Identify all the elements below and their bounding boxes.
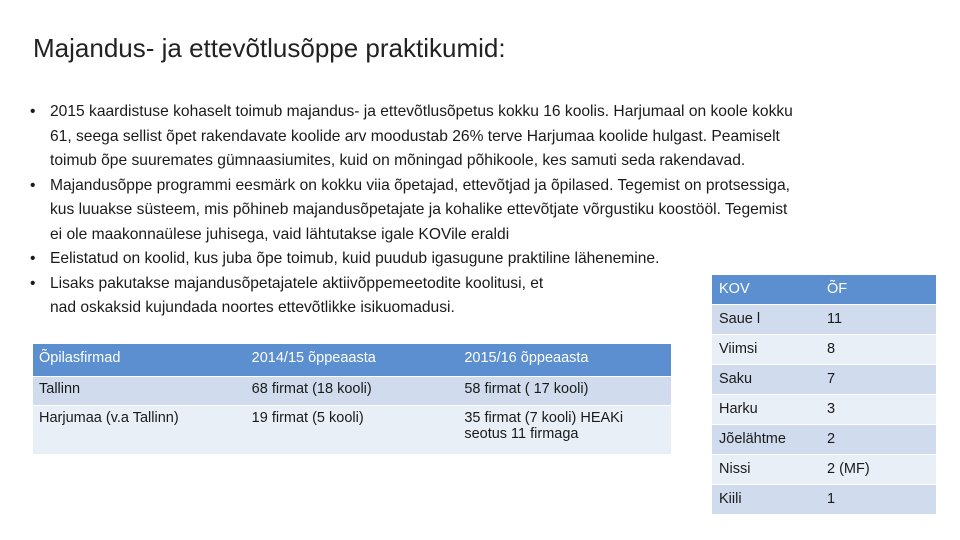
column-header: 2015/16 õppeaasta xyxy=(458,344,671,377)
bullet-item xyxy=(30,272,670,321)
bullet-line: Eelistatud on koolid, kus juba õpe toimub, kuid puudub igasugune praktiline lähenemine. xyxy=(50,250,660,267)
student-firms-table xyxy=(33,344,671,455)
table-cell: Tallinn xyxy=(33,377,246,406)
bullet-line: Lisaks pakutakse majandusõpetajatele aktiivõppemeetodite koolitusi, et xyxy=(50,274,544,292)
column-header: 2014/15 õppeaasta xyxy=(246,344,459,377)
bullet-item xyxy=(30,100,935,174)
table-row xyxy=(33,377,671,406)
table-cell: Nissi xyxy=(712,455,820,485)
table-cell: 2 (MF) xyxy=(820,455,936,485)
table-cell: Jõelähtme xyxy=(712,425,820,455)
table-row xyxy=(712,485,936,515)
table-cell: 3 xyxy=(820,395,936,425)
table-row xyxy=(712,335,936,365)
bullet-line: toimub õpe suuremates gümnaasiumites, kuid on mõningad põhikoole, kes samuti seda rakendavad. xyxy=(50,152,746,169)
table-cell: 35 firmat (7 kooli) HEAKi seotus 11 firmaga xyxy=(458,406,671,455)
bullet-line: 61, seega sellist õpet rakendavate koolide arv moodustab 26% terve Harjumaa koolide hulgast. Peamiselt xyxy=(50,127,780,145)
table-cell: Saue l xyxy=(712,305,820,335)
bullet-dot: • xyxy=(30,103,36,120)
table-row xyxy=(712,455,936,485)
table-cell: Kiili xyxy=(712,485,820,515)
table-cell: 68 firmat (18 kooli) xyxy=(246,377,459,406)
table-row xyxy=(712,425,936,455)
column-header: ÕF xyxy=(820,275,936,305)
bullet-item xyxy=(30,247,935,272)
table-cell: Harjumaa (v.a Tallinn) xyxy=(33,406,246,455)
kov-table xyxy=(712,275,936,515)
bullet-dot: • xyxy=(30,176,36,194)
table-row xyxy=(712,395,936,425)
bullet-line: kus luuakse süsteem, mis põhineb majandusõpetajate ja kohalike ettevõtjate võrgustiku koostööl. Tegemist xyxy=(50,201,788,218)
bullet-line: 2015 kaardistuse kohaselt toimub majandus- ja ettevõtlusõpetus kokku 16 koolis. Harjumaal on koole kokku xyxy=(50,103,793,120)
page-title: Majandus- ja ettevõtlusõppe praktikumid: xyxy=(33,33,506,63)
table-row xyxy=(712,365,936,395)
bullet-dot: • xyxy=(30,250,36,267)
table-cell: 8 xyxy=(820,335,936,365)
table-cell: Saku xyxy=(712,365,820,395)
table-cell: 2 xyxy=(820,425,936,455)
table-cell: 7 xyxy=(820,365,936,395)
bullet-line: ei ole maakonnaülese juhisega, vaid lähtutakse igale KOVile eraldi xyxy=(50,225,510,243)
table-cell: Harku xyxy=(712,395,820,425)
bullet-item xyxy=(30,174,935,248)
bullet-dot: • xyxy=(30,274,36,292)
table-row xyxy=(33,406,671,455)
bullet-line: Majandusõppe programmi eesmärk on kokku viia õpetajad, ettevõtjad ja õpilased. Tegemist on protsessiga, xyxy=(50,176,790,194)
bullet-line: nad oskaksid kujundada noortes ettevõtlikke isikuomadusi. xyxy=(50,299,455,316)
table-header-row xyxy=(712,275,936,305)
column-header: KOV xyxy=(712,275,820,305)
table-row xyxy=(712,305,936,335)
table-cell: 1 xyxy=(820,485,936,515)
table-cell: 19 firmat (5 kooli) xyxy=(246,406,459,455)
column-header: Õpilasfirmad xyxy=(33,344,246,377)
table-header-row xyxy=(33,344,671,377)
table-cell: 11 xyxy=(820,305,936,335)
table-cell: Viimsi xyxy=(712,335,820,365)
table-cell: 58 firmat ( 17 kooli) xyxy=(458,377,671,406)
